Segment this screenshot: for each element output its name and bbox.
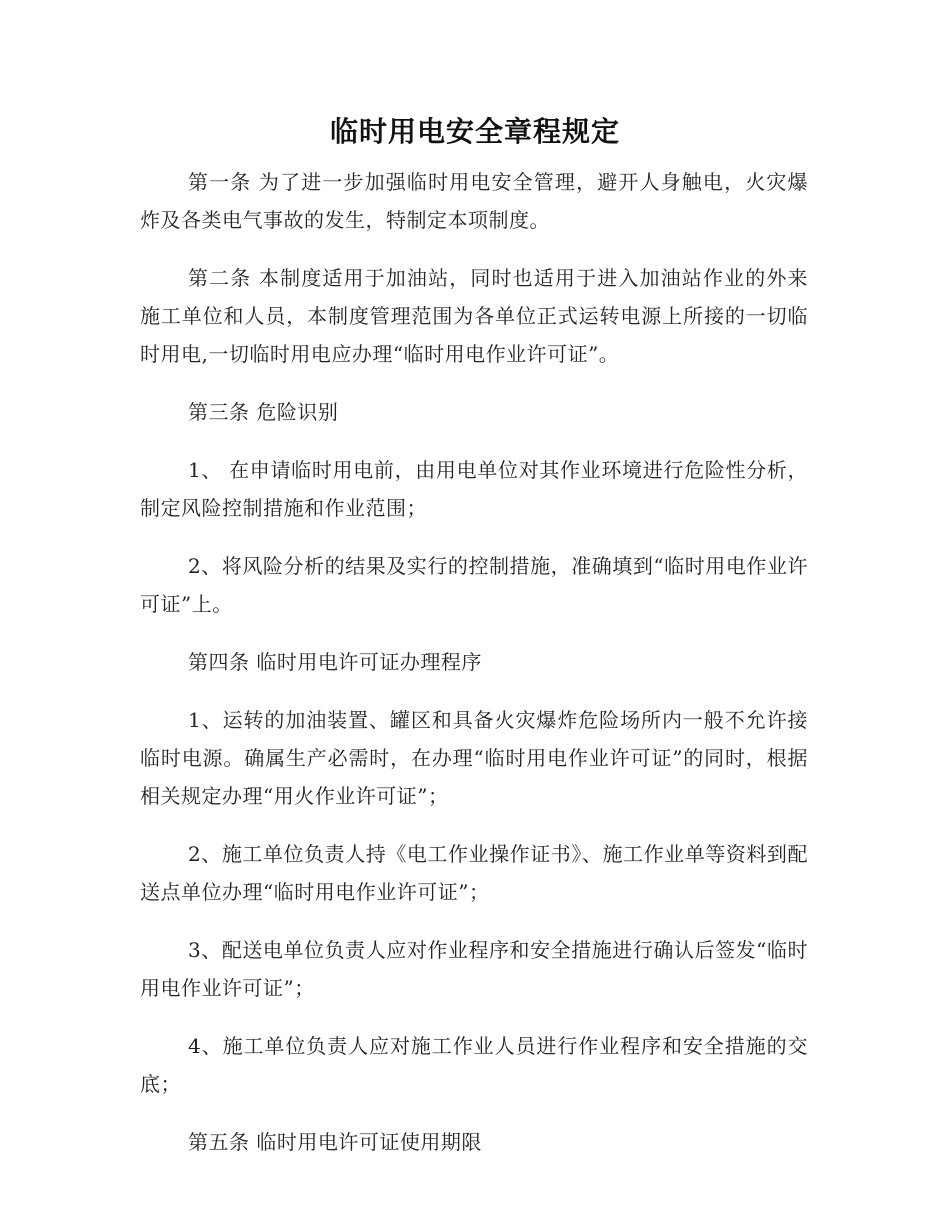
paragraph-article-3-heading: 第三条 危险识别	[188, 400, 339, 424]
paragraph-article-2: 第二条 本制度适用于加油站，同时也适用于进入加油站作业的外来施工单位和人员，本制度管理范围为各单位正式运转电源上所接的一切临时用电,一切临时用电应办理“临时用电作业许可证”。	[140, 266, 808, 366]
paragraph-article-4-heading: 第四条 临时用电许可证办理程序	[188, 650, 482, 674]
paragraph-article-3-item-2: 2、将风险分析的结果及实行的控制措施，准确填到“临时用电作业许可证”上。	[140, 554, 808, 616]
paragraph-article-4-item-3: 3、配送电单位负责人应对作业程序和安全措施进行确认后签发“临时用电作业许可证”；	[140, 938, 808, 1000]
paragraph-article-4-item-1: 1、运转的加油装置、罐区和具备火灾爆炸危险场所内一般不允许接临时电源。确属生产必需时，在办理“临时用电作业许可证”的同时，根据相关规定办理“用火作业许可证”；	[140, 708, 808, 808]
document-title: 临时用电安全章程规定	[329, 115, 620, 148]
paragraph-article-1: 第一条 为了进一步加强临时用电安全管理，避开人身触电，火灾爆炸及各类电气事故的发生，特制定本项制度。	[140, 170, 808, 232]
paragraph-article-5-heading: 第五条 临时用电许可证使用期限	[188, 1130, 482, 1154]
document-body	[140, 163, 808, 1181]
paragraph-article-4-item-2: 2、施工单位负责人持《电工作业操作证书》、施工作业单等资料到配送点单位办理“临时用电作业许可证”；	[140, 842, 808, 904]
paragraph-article-3-item-1: 1、 在申请临时用电前，由用电单位对其作业环境进行危险性分析，制定风险控制措施和作业范围；	[140, 458, 808, 520]
paragraph-article-4-item-4: 4、施工单位负责人应对施工作业人员进行作业程序和安全措施的交底；	[140, 1034, 808, 1096]
